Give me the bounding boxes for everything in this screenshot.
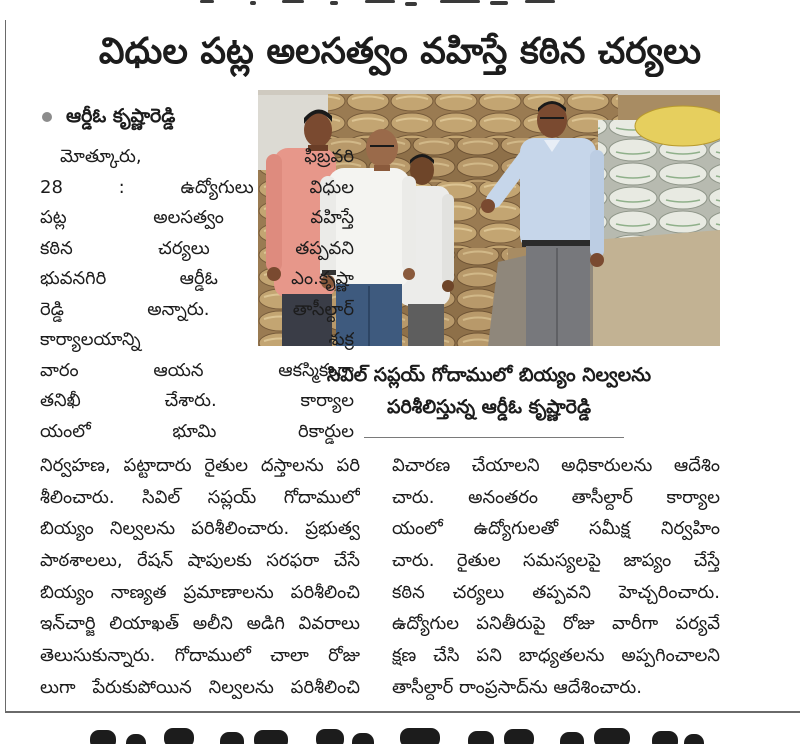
body-line: పాఠశాలలు, రేషన్ షాపులకు సరఫరా చేసే <box>40 550 360 572</box>
body-line: శీలించారు. సివిల్ సప్లయ్ గోదాములో <box>40 486 360 508</box>
body-line: కఠిన చర్యలు తప్పవని హెచ్చరించారు. <box>392 581 720 603</box>
body-line: తాసీల్దార్ రాంప్రసాద్‌ను ఆదేశించారు. <box>392 676 643 698</box>
body-line: యంలో ఉద్యోగులతో సమీక్ష నిర్వహిం <box>392 518 720 540</box>
body-line: కఠిన చర్యలు తప్పవని <box>40 237 354 259</box>
article-column-left-bottom <box>40 450 360 704</box>
cut-off-text-fragment-top <box>190 0 570 8</box>
body-line: క్షణ చేసి పని బాధ్యతలను అప్పగించాలని <box>392 645 720 667</box>
body-line: తెలుసుకున్నారు. గోదాములో చాలా రోజు <box>40 645 360 667</box>
body-line: మోత్కూరు, ఫిబ్రవరి <box>60 146 354 167</box>
body-line: ఉద్యోగుల పనితీరుపై రోజు వారీగా పర్యవే <box>392 613 720 635</box>
body-line: నిర్వహణ, పట్టాదారు రైతుల దస్తాలను పరి <box>40 455 360 476</box>
body-line: విచారణ చేయాలని అధికారులను ఆదేశిం <box>392 455 720 476</box>
body-line: వారం ఆయన ఆకస్మికంగా <box>40 359 354 381</box>
body-line: చారు. అనంతరం తాసీల్దార్ కార్యాల <box>392 486 720 508</box>
caption-divider <box>364 437 624 438</box>
article-column-left-top <box>40 142 354 447</box>
cut-off-text-fragment-bottom <box>80 726 710 744</box>
section-divider <box>5 711 800 713</box>
body-line: యంలో భూమి రికార్డుల <box>40 420 354 442</box>
body-line: తనిఖీ చేశారు. కార్యాల <box>40 390 354 412</box>
yellow-sack <box>635 106 720 146</box>
body-line: రెడ్డి అన్నారు. తాసీల్దార్ <box>40 298 354 320</box>
body-line: బియ్యం నిల్వలను పరిశీలించారు. ప్రభుత్వ <box>40 518 360 540</box>
body-line: 28 : ఉద్యోగులు విధుల <box>40 176 354 198</box>
body-line: పట్ల అలసత్వం వహిస్తే <box>40 207 354 229</box>
bullet-dot-icon <box>42 112 52 122</box>
body-line: బియ్యం నాణ్యత ప్రమాణాలను పరిశీలించి <box>40 581 360 603</box>
body-line: భువనగిరి ఆర్డీఓ ఎం.కృష్ణా <box>40 268 354 290</box>
body-line: లుగా పేరుకుపోయిన నిల్వలను పరిశీలించి <box>40 676 360 698</box>
body-line: చారు. రైతుల సమస్యలపై జాప్యం చేస్తే <box>392 550 720 572</box>
frame-left-border <box>5 20 6 712</box>
body-line: కార్యాలయాన్ని శుక్ర <box>40 329 354 351</box>
body-line: ఇన్‌చార్జి లియాఖత్ అలీని అడిగి వివరాలు <box>40 613 360 635</box>
headline: విధుల పట్ల అలసత్వం వహిస్తే కఠిన చర్యలు <box>98 31 702 72</box>
byline: ఆర్డీఓ కృష్ణారెడ్డి <box>66 105 176 127</box>
caption-line: సివిల్ సప్లయ్ గోదాములో బియ్యం నిల్వలను <box>326 364 652 386</box>
article-column-right <box>392 450 720 704</box>
rice-pile <box>593 230 720 346</box>
caption-line: పరిశీలిస్తున్న ఆర్డీఓ కృష్ణారెడ్డి <box>386 396 592 418</box>
